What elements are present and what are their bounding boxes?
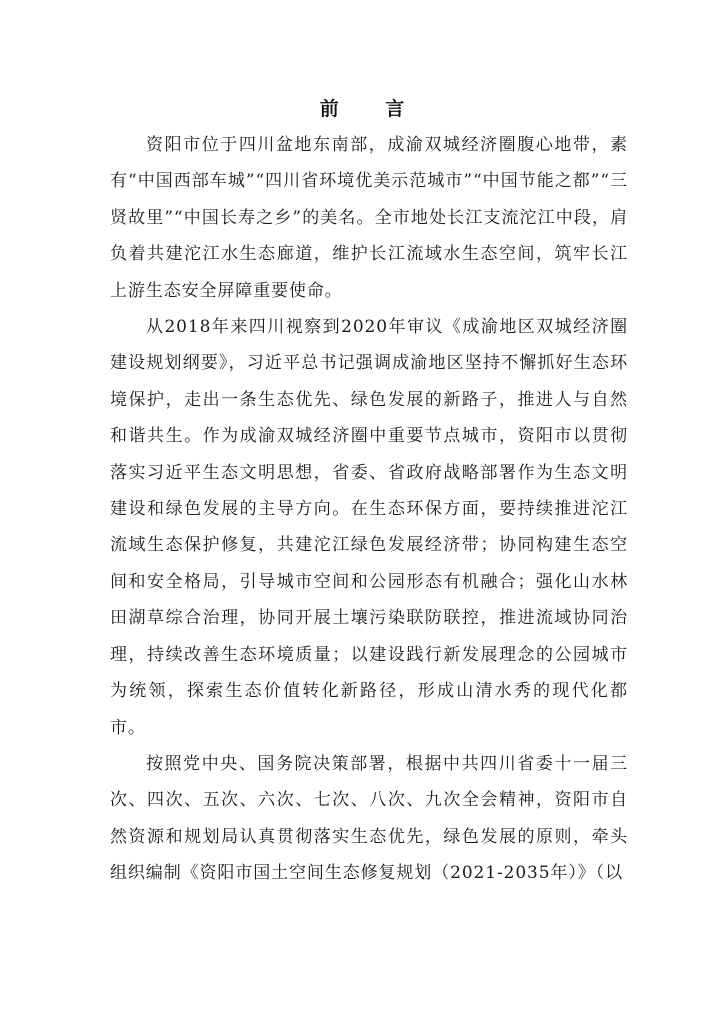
paragraph-3: 按照党中央、国务院决策部署，根据中共四川省委十一届三次、四次、五次、六次、七次、八次、九次全会精神，资阳市自然资源和规划局认真贯彻落实生态优先，绿色发展的原则，牵头组织编制《资阳市国土空间生态修复规划（2021-2035年）》（以 (110, 753, 628, 884)
paragraph-2: 从2018年来四川视察到2020年审议《成渝地区双城经济圈建设规划纲要》，习近平总书记强调成渝地区坚持不懈抓好生态环境保护，走出一条生态优先、绿色发展的新路子，推进人与自然和谐共生。作为成渝双城经济圈中重要节点城市，资阳市以贯彻落实习近平生态文明思想，省委、省政府战略部署作为生态文明建设和绿色发展的主导方向。在生态环保方面，要持续推进沱江流域生态保护修复，共建沱江绿色发展经济带；协同构建生态空间和安全格局，引导城市空间和公园形态有机融合；强化山水林田湖草综合治理，协同开展土壤污染联防联控，推进流域协同治理，持续改善生态环境质量；以建设践行新发展理念的公园城市为统领，探索生态价值转化新路径，形成山清水秀的现代化都市。 (110, 317, 628, 738)
document-body (110, 127, 628, 892)
page-title: 前 言 (319, 98, 425, 120)
paragraph-1: 资阳市位于四川盆地东南部，成渝双城经济圈腹心地带，素有“中国西部车城”“四川省环境优美示范城市”“中国节能之都”“三贤故里”“中国长寿之乡”的美名。全市地处长江支流沱江中段，肩负着共建沱江水生态廊道，维护长江流域水生态空间，筑牢长江上游生态安全屏障重要使命。 (110, 135, 628, 301)
